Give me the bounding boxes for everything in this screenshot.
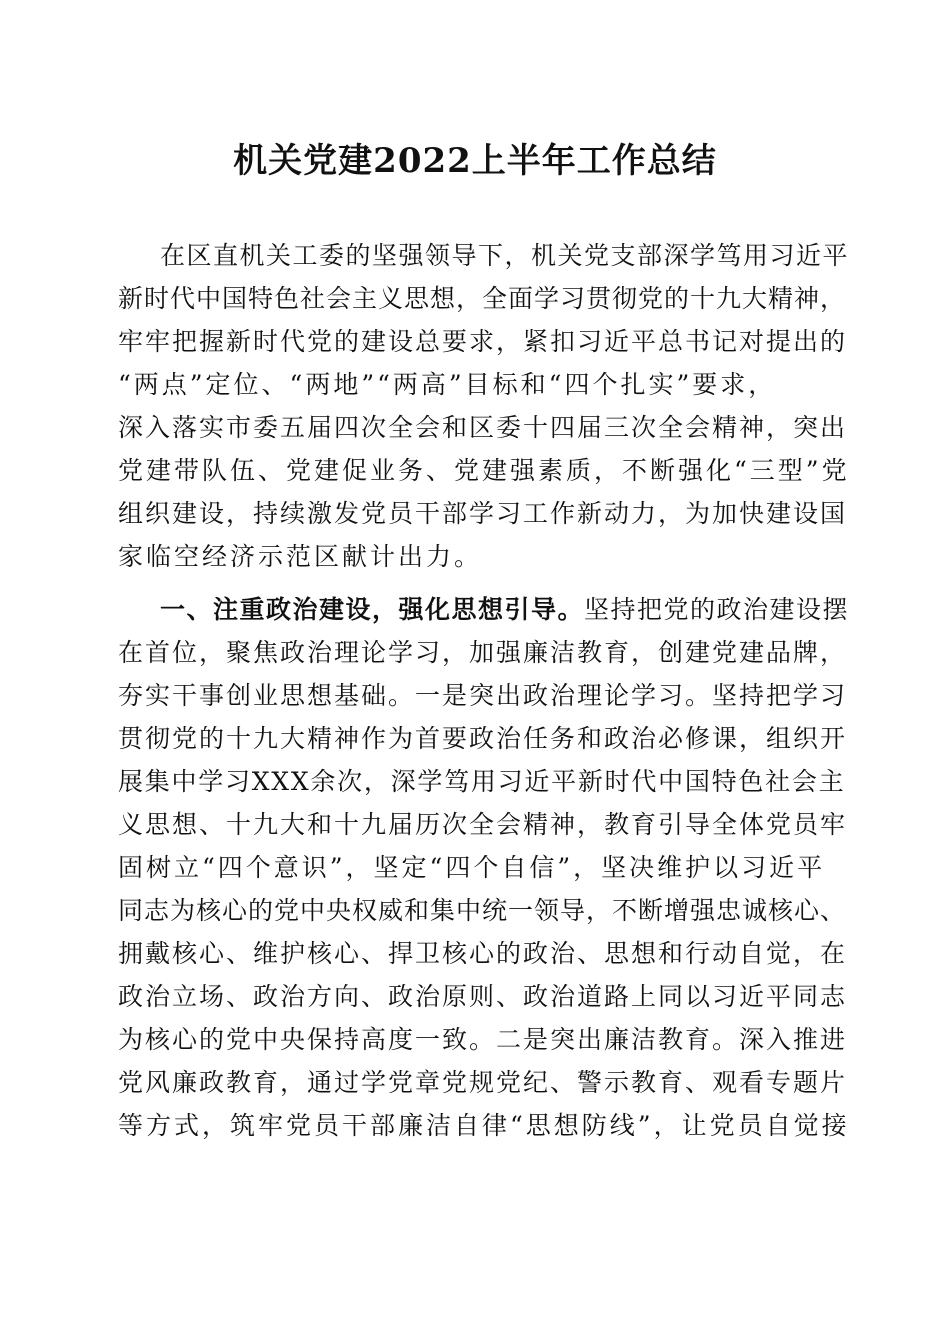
section-first-line-text: 坚持把党的政治建设摆 [584, 595, 850, 624]
paragraph-line: 政治立场、政治方向、政治原则、政治道路上同以习近平同志 [118, 982, 848, 1011]
paragraph-line: 党风廉政教育，通过学党章党规党纪、警示教育、观看专题片 [118, 1068, 848, 1097]
paragraph-line: 新时代中国特色社会主义思想，全面学习贯彻党的十九大精神， [118, 284, 847, 313]
paragraph-line: 在区直机关工委的坚强领导下，机关党支部深学笃用习近平 [160, 241, 850, 270]
paragraph-line: 为核心的党中央保持高度一致。二是突出廉洁教育。深入推进 [118, 1025, 848, 1054]
paragraph-line: 拥戴核心、维护核心、捍卫核心的政治、思想和行动自觉，在 [118, 939, 848, 968]
paragraph-line: 家临空经济示范区献计出力。 [118, 542, 483, 571]
paragraph-line: 等方式，筑牢党员干部廉洁自律“思想防线”，让党员自觉接 [118, 1111, 850, 1140]
paragraph-line: 固树立“四个意识”，坚定“四个自信”，坚决维护以习近平 [118, 853, 826, 882]
paragraph-line: 夯实干事创业思想基础。一是突出政治理论学习。坚持把学习 [118, 681, 848, 710]
paragraph-line: “两点”定位、“两地”“两高”目标和“四个扎实”要求， [118, 370, 777, 399]
paragraph-line: 义思想、十九大和十九届历次全会精神，教育引导全体党员牢 [118, 810, 848, 839]
paragraph-line: 展集中学习XXX余次，深学笃用习近平新时代中国特色社会主 [118, 767, 846, 796]
paragraph-line: 深入落实市委五届四次全会和区委十四届三次全会精神，突出 [118, 413, 848, 442]
paragraph-line: 牢牢把握新时代党的建设总要求，紧扣习近平总书记对提出的 [118, 327, 848, 356]
paragraph-line: 党建带队伍、党建促业务、党建强素质，不断强化“三型”党 [118, 456, 850, 485]
paragraph-line: 在首位，聚焦政治理论学习，加强廉洁教育，创建党建品牌， [118, 638, 848, 667]
paragraph-line: 贯彻党的十九大精神作为首要政治任务和政治必修课，组织开 [118, 724, 848, 753]
paragraph-line: 组织建设，持续激发党员干部学习工作新动力，为加快建设国 [118, 499, 848, 528]
paragraph-line: 同志为核心的党中央权威和集中统一领导，不断增强忠诚核心、 [118, 896, 847, 925]
section-first-line [160, 590, 849, 630]
section-heading: 一、注重政治建设，强化思想引导。 [160, 595, 585, 624]
document-title: 机关党建2022上半年工作总结 [233, 141, 717, 181]
